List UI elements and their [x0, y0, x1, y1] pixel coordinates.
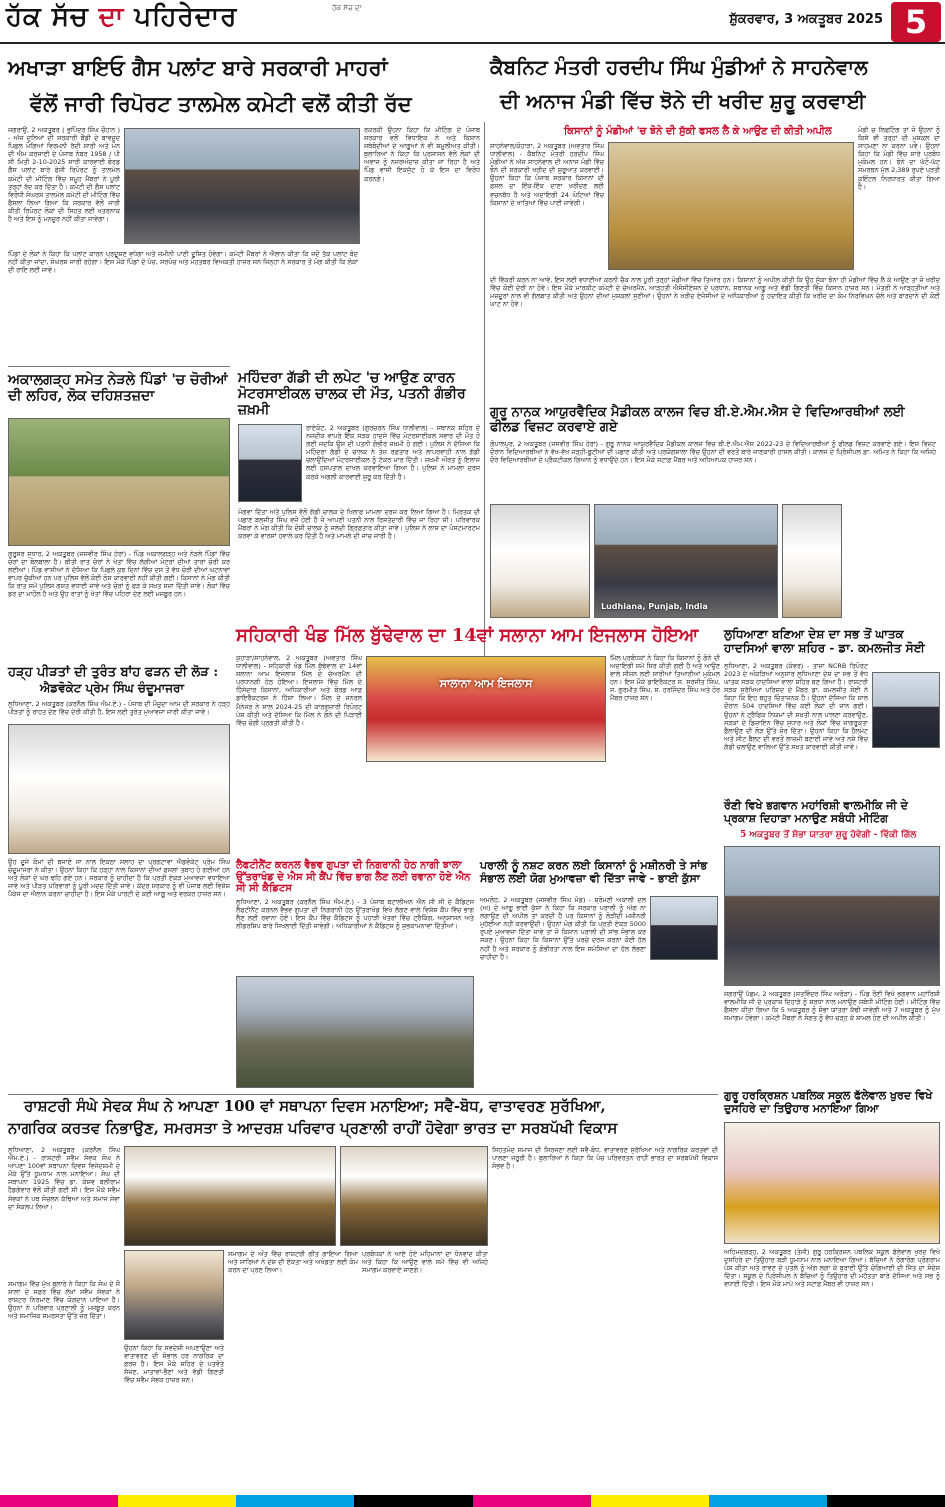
- cabinet-body-right: ਮੰਡੀ ਚ ਲਿਫਟਿੰਗ ਤਾਂ ਜੋ ਉਹਨਾਂ ਨੂੰ ਕਿਸੇ ਵੀ ਤਰ੍ਹਾਂ ਦੀ ਮੁਸ਼ਕਲ ਦਾ ਸਾਹਮਣਾ ਨਾ ਕਰਨਾ ਪਵੇ। ਉਹਨਾਂ ਕਿਹਾ ਕਿ ਮੰਡੀ ਵਿੱਚ ਸਾਰੇ ਪ੍ਰਬੰਧ ਮੁਕੰਮਲ ਹਨ। ਝੋਨੇ ਦਾ ਘੱਟੋ-ਘੱਟ ਸਮਰਥਨ ਮੁੱਲ 2,389 ਰੁਪਏ ਪ੍ਰਤੀ ਕੁਇੰਟਲ ਨਿਰਧਾਰਤ ਕੀਤਾ ਗਿਆ ਹੈ।: [858, 126, 940, 191]
- color-swatch: [709, 1495, 827, 1507]
- logo-part-1: ਹੱਕ ਸੱਚ: [6, 2, 99, 32]
- rss-body-5: ਸਮਾਗਮ ਦੇ ਅੰਤ ਵਿੱਚ ਰਾਸ਼ਟਰੀ ਗੀਤ ਗਾਇਆ ਗਿਆ ਅਤੇ ਸਾਰਿਆਂ ਨੇ ਦੇਸ਼ ਦੀ ਏਕਤਾ ਅਤੇ ਅਖੰਡਤਾ ਲਈ ਕੰਮ ਕਰਨ ਦਾ ਪ੍ਰਣ ਲਿਆ।: [228, 1250, 358, 1275]
- medical-headline: ਗੁਰੂ ਨਾਨਕ ਆਯੁਰਵੈਦਿਕ ਮੈਡੀਕਲ ਕਾਲਜ ਵਿਚ ਬੀ.ਏ.ਐਮ.ਐਸ ਦੇ ਵਿਦਿਆਰਥੀਆਂ ਲਈ ਫੀਲਡ ਵਿਜ਼ਟ ਕਰਵਾਏ ਗਏ: [490, 405, 905, 435]
- color-registration-bar: [0, 1495, 945, 1507]
- color-swatch: [118, 1495, 236, 1507]
- victim-photo: [238, 424, 302, 502]
- valmiki-headline: ਰੌਣੀ ਵਿਖੇ ਭਗਵਾਨ ਮਹਾਂਰਿਸ਼ੀ ਵਾਲਮੀਕਿ ਜੀ ਦੇ ਪ੍ਰਕਾਸ਼ ਦਿਹਾੜਾ ਮਨਾਉਣ ਸਬੰਧੀ ਮੀਟਿੰਗ: [724, 799, 908, 825]
- cabinet-body-left: ਸਾਹਨੇਵਾਲ/ਕੋਹਾੜਾ, 2 ਅਕਤੂਬਰ (ਅਵਤਾਰ ਸਿੰਘ ਧਾਲੀਵਾਲ) - ਕੈਬਨਿਟ ਮੰਤਰੀ ਹਰਦੀਪ ਸਿੰਘ ਮੁੰਡੀਆਂ ਨੇ ਅੱਜ ਸਾਹਨੇਵਾਲ ਦੀ ਅਨਾਜ ਮੰਡੀ ਵਿੱਚ ਝੋਨੇ ਦੀ ਸਰਕਾਰੀ ਖਰੀਦ ਦੀ ਸ਼ੁਰੂਆਤ ਕਰਵਾਈ। ਉਹਨਾਂ ਕਿਹਾ ਕਿ ਪੰਜਾਬ ਸਰਕਾਰ ਕਿਸਾਨਾਂ ਦੀ ਫਸਲ ਦਾ ਇੱਕ-ਇੱਕ ਦਾਣਾ ਖਰੀਦਣ ਲਈ ਵਚਨਬੱਧ ਹੈ ਅਤੇ ਅਦਾਇਗੀ 24 ਘੰਟਿਆਂ ਵਿੱਚ ਕਿਸਾਨਾਂ ਦੇ ਖਾਤਿਆਂ ਵਿੱਚ ਪਾਈ ਜਾਵੇਗੀ।: [490, 142, 604, 207]
- road-body: ਰਾਏਕੋਟ, 2 ਅਕਤੂਬਰ (ਗੁਰਚਰਨ ਸਿੰਘ ਧਾਲੀਵਾਲ) - ਸਥਾਨਕ ਸ਼ਹਿਰ ਦੇ ਨਜ਼ਦੀਕ ਵਾਪਰੇ ਇੱਕ ਸੜਕ ਹਾਦਸੇ ਵਿੱਚ ਮੋਟਰਸਾਈਕਲ ਸਵਾਰ ਦੀ ਮੌਤ ਹੋ ਗਈ ਜਦਕਿ ਉਸ ਦੀ ਪਤਨੀ ਗੰਭੀਰ ਜ਼ਖ਼ਮੀ ਹੋ ਗਈ। ਪੁਲਿਸ ਨੇ ਦੱਸਿਆ ਕਿ ਮਹਿੰਦਰਾ ਗੱਡੀ ਦੇ ਚਾਲਕ ਨੇ ਤੇਜ਼ ਰਫ਼ਤਾਰ ਅਤੇ ਲਾਪਰਵਾਹੀ ਨਾਲ ਗੱਡੀ ਚਲਾਉਂਦਿਆਂ ਮੋਟਰਸਾਈਕਲ ਨੂੰ ਟੱਕਰ ਮਾਰ ਦਿੱਤੀ। ਜ਼ਖ਼ਮੀ ਔਰਤ ਨੂੰ ਇਲਾਜ ਲਈ ਹਸਪਤਾਲ ਦਾਖਲ ਕਰਵਾਇਆ ਗਿਆ ਹੈ। ਪੁਲਿਸ ਨੇ ਮਾਮਲਾ ਦਰਜ ਕਰਕੇ ਅਗਲੀ ਕਾਰਵਾਈ ਸ਼ੁਰੂ ਕਰ ਦਿੱਤੀ ਹੈ।: [306, 424, 480, 481]
- medical-photo-3: [782, 504, 842, 618]
- issue-date: ਸ਼ੁੱਕਰਵਾਰ, 3 ਅਕਤੂਬਰ 2025: [729, 12, 883, 27]
- biogas-body-1: ਜਗਰਾਉਂ, 2 ਅਕਤੂਬਰ ( ਭੁਪਿੰਦਰ ਸਿੰਘ ਚੌਹਾਨ ) - ਅੱਜ ਦੁਨਿਆਂ ਦੀ ਸਰਕਾਰੀ ਬੌਂਡੀ ਦੇ ਬਾਵਜੂਦ ਪਿਛਲ ਮੋਗਿਆਂ ਵਿਰਮਨੀ ਰੱਦੀ ਸਾਰੀ ਅਤੇ ਮੋਨ ਦੀ ਐਮ ਕਰਜ਼ਾਈ ਦੇ ਪੰਜਾਬ ਨੰਬਰ 1958 / ਪੀ ਸੀ ਮਿਤੀ 2-10-2025 ਸਾਰੀ ਕਾਰਵਾਈ ਬੋਰਡ ਗੈਸ ਪਲਾਂਟ ਬਾਰੇ ਫੇਸੀ ਰਿਪੋਰਟ ਨੂੰ ਤਾਲਮੇਲ ਕਮੇਟੀ ਦੀ ਮੀਟਿੰਗ ਵਿੱਚ ਸਮੂਹ ਮੈਂਬਰਾਂ ਨੇ ਪੂਰੀ ਤਰ੍ਹਾਂ ਰੱਦ ਕਰ ਦਿੱਤਾ ਹੈ। ਕਮੇਟੀ ਦੀ ਗੈਸ ਪਲਾਂਟ ਵਿਰੋਧੀ ਸੰਘਰਸ਼ ਤਾਲਮੇਲ ਕਮੇਟੀ ਦੀ ਮੀਟਿੰਗ ਵਿੱਚ ਫੈਸਲਾ ਲਿਆ ਗਿਆ ਕਿ ਸਰਕਾਰ ਵੱਲੋਂ ਜਾਰੀ ਕੀਤੀ ਰਿਪੋਰਟ ਲੋਕਾਂ ਦੀ ਸਿਹਤ ਲਈ ਖਤਰਨਾਕ ਹੈ ਅਤੇ ਇਸ ਨੂੰ ਮਨਜ਼ੂਰ ਨਹੀਂ ਕੀਤਾ ਜਾਵੇਗਾ।: [8, 126, 120, 224]
- banner-text: ਸਾਲਾਨਾ ਆਮ ਇਜਲਾਸ: [439, 677, 533, 690]
- rss-body-6: ਪ੍ਰਬੰਧਕਾਂ ਨੇ ਆਏ ਹੋਏ ਮਹਿਮਾਨਾਂ ਦਾ ਧੰਨਵਾਦ ਕੀਤਾ ਅਤੇ ਕਿਹਾ ਕਿ ਆਉਣ ਵਾਲੇ ਸਮੇਂ ਵਿੱਚ ਵੀ ਅਜਿਹੇ ਸਮਾਗਮ ਕਰਵਾਏ ਜਾਣਗੇ।: [362, 1250, 488, 1275]
- divider: [8, 1094, 718, 1095]
- divider: [8, 366, 230, 367]
- dussehra-body: ਅਹਿਮਦਗੜ੍ਹ, 2 ਅਕਤੂਬਰ (ਤੇਜੀ) ਗੁਰੂ ਹਰਕ੍ਰਿਸ਼ਨ ਪਬਲਿਕ ਸਕੂਲ ਫੱਲੇਵਾਲ ਖੁਰਦ ਵਿਖੇ ਦੁਸਹਿਰੇ ਦਾ ਤਿਉਹਾਰ ਬੜੀ ਧੂਮਧਾਮ ਨਾਲ ਮਨਾਇਆ ਗਿਆ। ਬੱਚਿਆਂ ਨੇ ਰੰਗਾਰੰਗ ਪ੍ਰੋਗਰਾਮ ਪੇਸ਼ ਕੀਤਾ ਅਤੇ ਰਾਵਣ ਦੇ ਪੁਤਲੇ ਨੂੰ ਅੱਗ ਲਗਾ ਕੇ ਬੁਰਾਈ ਉੱਤੇ ਚੰਗਿਆਈ ਦੀ ਜਿੱਤ ਦਾ ਸੰਦੇਸ਼ ਦਿੱਤਾ। ਸਕੂਲ ਦੇ ਪ੍ਰਿੰਸੀਪਲ ਨੇ ਬੱਚਿਆਂ ਨੂੰ ਤਿਉਹਾਰ ਦੀ ਮਹੱਤਤਾ ਬਾਰੇ ਦੱਸਿਆ ਅਤੇ ਸਭ ਨੂੰ ਵਧਾਈ ਦਿੱਤੀ। ਇਸ ਮੌਕੇ ਮਾਪੇ ਅਤੇ ਸਟਾਫ਼ ਮੈਂਬਰ ਵੀ ਹਾਜ਼ਰ ਸਨ।: [724, 1248, 940, 1289]
- newspaper-logo: [6, 2, 237, 33]
- logo-part-3: ਪਹਿਰੇਦਾਰ: [134, 2, 238, 32]
- valmiki-subhead: 5 ਅਕਤੂਬਰ ਤੋਂ ਸ਼ੋਭਾ ਯਾਤਰਾ ਸ਼ੁਰੂ ਹੋਵੇਗੀ - ਵਿੱਕੀ ਗਿੱਲ: [740, 830, 917, 840]
- flood-body-top: ਲੁਧਿਆਣਾ, 2 ਅਕਤੂਬਰ (ਕਰਨੈਲ ਸਿੰਘ ਐਮ.ਏ.) - ਪੰਜਾਬ ਦੀ ਮੌਜੂਦਾ ਆਮ ਦੀ ਸਰਕਾਰ ਨੇ ਹੜ੍ਹ ਪੀੜਤਾਂ ਨੂੰ ਰਾਹਤ ਦੇਣ ਵਿੱਚ ਦੇਰੀ ਕੀਤੀ ਹੈ, ਇਸ ਲਈ ਤੁਰੰਤ ਮੁਆਵਜ਼ਾ ਜਾਰੀ ਕੀਤਾ ਜਾਵੇ।: [8, 700, 230, 717]
- ncc-headline: ਲੈਫਟੀਨੈਂਟ ਕਰਨਲ ਵੈਭਵ ਗੁਪਤਾ ਦੀ ਨਿਗਰਾਨੀ ਹੇਠ ਨਾਗੀ ਝਾਲਾ ਉੱਤਰਾਖੰਡ ਦੇ ਐਸ ਸੀ ਕੈਂਪ ਵਿੱਚ ਭਾਗ ਲੈਣ ਲਈ ਰਵਾਨਾ ਹੋਏ ਐਨ ਸੀ ਸੀ ਕੈਡਿਟਸ: [236, 860, 471, 894]
- dussehra-photo: [724, 1122, 940, 1244]
- sugar-mill-photo: [366, 656, 606, 762]
- rss-body-7: [492, 1280, 718, 1490]
- rss-headline-2: ਨਾਗਰਿਕ ਕਰਤਵ ਨਿਭਾਉਣ, ਸਮਰਸਤਾ ਤੇ ਆਦਰਸ਼ ਪਰਿਵਾਰ ਪ੍ਰਣਾਲੀ ਰਾਹੀਂ ਹੋਵੇਗਾ ਭਾਰਤ ਦਾ ਸਰਬਪੱਖੀ ਵਿਕਾਸ: [8, 1119, 618, 1137]
- bhai-kussa-photo: [650, 896, 718, 960]
- color-swatch: [354, 1495, 472, 1507]
- rss-photo-2: [340, 1146, 488, 1246]
- stubble-body: ਅਮਲੋਹ, 2 ਅਕਤੂਬਰ (ਜਸਵੀਰ ਸਿੰਘ ਮੰਡ) - ਸ਼੍ਰੋਮਣੀ ਅਕਾਲੀ ਦਲ (ਅ) ਦੇ ਆਗੂ ਭਾਈ ਕੁੱਸਾ ਨੇ ਕਿਹਾ ਕਿ ਸਰਕਾਰ ਪਰਾਲੀ ਨੂੰ ਅੱਗ ਨਾ ਲਗਾਉਣ ਦੀ ਅਪੀਲ ਤਾਂ ਕਰਦੀ ਹੈ ਪਰ ਕਿਸਾਨਾਂ ਨੂੰ ਲੋੜੀਂਦੀ ਮਸ਼ੀਨਰੀ ਮੁਹੱਈਆ ਨਹੀਂ ਕਰਵਾਉਂਦੀ। ਉਹਨਾਂ ਮੰਗ ਕੀਤੀ ਕਿ ਪ੍ਰਤੀ ਏਕੜ 5000 ਰੁਪਏ ਮੁਆਵਜ਼ਾ ਦਿੱਤਾ ਜਾਵੇ ਤਾਂ ਜੋ ਕਿਸਾਨ ਪਰਾਲੀ ਦੀ ਸਾਂਭ ਸੰਭਾਲ ਕਰ ਸਕਣ। ਉਹਨਾਂ ਕਿਹਾ ਕਿ ਕਿਸਾਨਾਂ ਉੱਤੇ ਪਰਚੇ ਦਰਜ ਕਰਨਾ ਕੋਈ ਹੱਲ ਨਹੀਂ ਹੈ ਅਤੇ ਸਰਕਾਰ ਨੂੰ ਗੰਭੀਰਤਾ ਨਾਲ ਇਸ ਸਮੱਸਿਆ ਦਾ ਹੱਲ ਲੱਭਣਾ ਚਾਹੀਦਾ ਹੈ।: [480, 896, 646, 961]
- color-swatch: [0, 1495, 118, 1507]
- road-headline: ਮਹਿੰਦਰਾ ਗੱਡੀ ਦੀ ਲਪੇਟ 'ਚ ਆਉਣ ਕਾਰਨ ਮੋਟਰਸਾਈਕਲ ਚਾਲਕ ਦੀ ਮੌਤ, ਪਤਨੀ ਗੰਭੀਰ ਜ਼ਖ਼ਮੀ: [238, 370, 466, 419]
- theft-headline: ਅਕਾਲਗੜ੍ਹ ਸਮੇਤ ਨੇੜਲੇ ਪਿੰਡਾਂ 'ਚ ਚੋਰੀਆਂ ਦੀ ਲਹਿਰ, ਲੋਕ ਦਹਿਸ਼ਤਜ਼ਦਾ: [8, 372, 228, 405]
- medical-photo-caption: Ludhiana, Punjab, India: [601, 602, 708, 611]
- sugar-mill-body-left: ਕੁਹਾੜਾ/ਸਾਹਨੇਵਾਲ, 2 ਅਕਤੂਬਰ (ਅਵਤਾਰ ਸਿੰਘ ਧਾਲੀਵਾਲ) - ਸਹਿਕਾਰੀ ਖੰਡ ਮਿੱਲ ਬੁੱਢੇਵਾਲ ਦਾ 14ਵਾਂ ਸਲਾਨਾ ਆਮ ਇਜਲਾਸ ਮਿੱਲ ਦੇ ਚੇਅਰਮੈਨ ਦੀ ਪ੍ਰਧਾਨਗੀ ਹੇਠ ਹੋਇਆ। ਇਜਲਾਸ ਵਿੱਚ ਮਿੱਲ ਦੇ ਹਿੱਸੇਦਾਰ ਕਿਸਾਨਾਂ, ਅਧਿਕਾਰੀਆਂ ਅਤੇ ਬੋਰਡ ਆਫ਼ ਡਾਇਰੈਕਟਰਜ਼ ਨੇ ਹਿੱਸਾ ਲਿਆ। ਮਿੱਲ ਦੇ ਜਨਰਲ ਮੈਨੇਜਰ ਨੇ ਸਾਲ 2024-25 ਦੀ ਕਾਰਗੁਜ਼ਾਰੀ ਰਿਪੋਰਟ ਪੇਸ਼ ਕੀਤੀ ਅਤੇ ਦੱਸਿਆ ਕਿ ਮਿੱਲ ਨੇ ਗੰਨੇ ਦੀ ਪਿੜਾਈ ਵਿੱਚ ਚੰਗੀ ਪ੍ਰਗਤੀ ਕੀਤੀ ਹੈ।: [236, 654, 362, 727]
- theft-body: ਗੁਰੂਸਰ ਸੁਧਾਰ, 2 ਅਕਤੂਬਰ (ਜਸਵੀਰ ਸਿੰਘ ਹੇਰਾਂ) - ਪਿੰਡ ਅਕਾਲਗੜ੍ਹ ਅਤੇ ਨੇੜਲੇ ਪਿੰਡਾਂ ਵਿੱਚ ਚੋਰਾਂ ਦਾ ਬੋਲਬਾਲਾ ਹੈ। ਬੀਤੀ ਰਾਤ ਚੋਰਾਂ ਨੇ ਖੇਤਾਂ ਵਿੱਚ ਲੱਗੀਆਂ ਮੋਟਰਾਂ ਦੀਆਂ ਤਾਰਾਂ ਚੋਰੀ ਕਰ ਲਈਆਂ। ਪਿੰਡ ਵਾਸੀਆਂ ਨੇ ਦੱਸਿਆ ਕਿ ਪਿਛਲੇ ਕੁਝ ਦਿਨਾਂ ਵਿੱਚ ਦਸ ਤੋਂ ਵੱਧ ਚੋਰੀ ਦੀਆਂ ਘਟਨਾਵਾਂ ਵਾਪਰ ਚੁੱਕੀਆਂ ਹਨ ਪਰ ਪੁਲਿਸ ਵੱਲੋਂ ਕੋਈ ਠੋਸ ਕਾਰਵਾਈ ਨਹੀਂ ਕੀਤੀ ਗਈ। ਕਿਸਾਨਾਂ ਨੇ ਮੰਗ ਕੀਤੀ ਕਿ ਰਾਤ ਸਮੇਂ ਪੁਲਿਸ ਗਸ਼ਤ ਵਧਾਈ ਜਾਵੇ ਅਤੇ ਚੋਰਾਂ ਨੂੰ ਫੜ ਕੇ ਸਖ਼ਤ ਸਜ਼ਾ ਦਿੱਤੀ ਜਾਵੇ। ਲੋਕਾਂ ਵਿੱਚ ਡਰ ਦਾ ਮਾਹੌਲ ਹੈ ਅਤੇ ਉਹ ਰਾਤਾਂ ਨੂੰ ਖੇਤਾਂ ਵਿੱਚ ਪਹਿਰਾ ਦੇਣ ਲਈ ਮਜਬੂਰ ਹਨ।: [8, 550, 230, 599]
- flood-subhead: ਐਡਵੋਕੇਟ ਪ੍ਰੇਮ ਸਿੰਘ ਚੰਦੂਮਾਜਰਾ: [40, 681, 184, 695]
- rss-body-3: ਸਮਾਗਮ ਵਿੱਚ ਮੁੱਖ ਬੁਲਾਰੇ ਨੇ ਕਿਹਾ ਕਿ ਸੰਘ ਦੇ ਸੌ ਸਾਲਾਂ ਦੇ ਸਫ਼ਰ ਵਿੱਚ ਲੱਖਾਂ ਸਵੈਮ ਸੇਵਕਾਂ ਨੇ ਰਾਸ਼ਟਰ ਨਿਰਮਾਣ ਵਿੱਚ ਯੋਗਦਾਨ ਪਾਇਆ ਹੈ। ਉਹਨਾਂ ਨੇ ਪਰਿਵਾਰ ਪ੍ਰਣਾਲੀ ਨੂੰ ਮਜ਼ਬੂਤ ਕਰਨ ਅਤੇ ਸਮਾਜਿਕ ਸਮਰਸਤਾ ਉੱਤੇ ਜ਼ੋਰ ਦਿੱਤਾ।: [8, 1280, 120, 1321]
- color-swatch: [236, 1495, 354, 1507]
- rss-headline-1: ਰਾਸ਼ਟਰੀ ਸੰਘੇ ਸੇਵਕ ਸੰਘ ਨੇ ਆਪਣਾ 100 ਵਾਂ ਸਥਾਪਨਾ ਦਿਵਸ ਮਨਾਇਆ; ਸਵੈ-ਬੋਧ, ਵਾਤਾਵਰਣ ਸੁਰੱਖਿਆ,: [24, 1097, 606, 1115]
- stubble-headline: ਪਰਾਲੀ ਨੂੰ ਨਸ਼ਟ ਕਰਨ ਲਈ ਕਿਸਾਨਾਂ ਨੂੰ ਮਸ਼ੀਨਰੀ ਤੇ ਸਾਂਭ ਸੰਭਾਲ ਲਈ ਯੋਗ ਮੁਆਵਜ਼ਾ ਵੀ ਦਿੱਤਾ ਜਾਵੇ - ਭਾਈ ਕੁੱਸਾ: [480, 859, 708, 885]
- page-number: 5: [891, 2, 941, 42]
- ncc-cadets-photo: [236, 976, 474, 1088]
- dussehra-headline: ਗੁਰੂ ਹਰਕ੍ਰਿਸ਼ਨ ਪਬਲਿਕ ਸਕੂਲ ਫੱਲੇਵਾਲ ਖੁਰਦ ਵਿਖੇ ਦੁਸਹਿਰੇ ਦਾ ਤਿਉਹਾਰ ਮਨਾਇਆ ਗਿਆ: [724, 1089, 933, 1115]
- sugar-mill-body-right: ਮਿੱਲ ਪ੍ਰਬੰਧਕਾਂ ਨੇ ਕਿਹਾ ਕਿ ਕਿਸਾਨਾਂ ਨੂੰ ਗੰਨੇ ਦੀ ਅਦਾਇਗੀ ਸਮੇਂ ਸਿਰ ਕੀਤੀ ਗਈ ਹੈ ਅਤੇ ਆਉਣ ਵਾਲੇ ਸੀਜ਼ਨ ਲਈ ਸਾਰੀਆਂ ਤਿਆਰੀਆਂ ਮੁਕੰਮਲ ਹਨ। ਇਸ ਮੌਕੇ ਡਾਇਰੈਕਟਰ ਸ. ਸੁਰਜੀਤ ਸਿੰਘ, ਸ. ਗੁਰਮੀਤ ਸਿੰਘ, ਸ. ਹਰਜਿੰਦਰ ਸਿੰਘ ਅਤੇ ਹੋਰ ਮੈਂਬਰ ਹਾਜ਼ਰ ਸਨ।: [610, 654, 720, 703]
- accident-city-headline: ਲੁਧਿਆਣਾ ਬਣਿਆ ਦੇਸ਼ ਦਾ ਸਭ ਤੋਂ ਘਾਤਕ ਹਾਦਸਿਆਂ ਵਾਲਾ ਸ਼ਹਿਰ - ਡਾ. ਕਮਲਜੀਤ ਸੋਈ: [724, 627, 925, 655]
- road-body-wide: ਮੰਗਵਾ ਦਿੱਤਾ ਅਤੇ ਪੁਲਿਸ ਵੱਲੋਂ ਗੱਡੀ ਚਾਲਕ ਦੇ ਖਿਲਾਫ਼ ਮਾਮਲਾ ਦਰਜ ਕਰ ਲਿਆ ਗਿਆ ਹੈ। ਮ੍ਰਿਤਕ ਦੀ ਪਛਾਣ ਬਲਜੀਤ ਸਿੰਘ ਵਜੋਂ ਹੋਈ ਹੈ ਜੋ ਆਪਣੀ ਪਤਨੀ ਨਾਲ ਰਿਸ਼ਤੇਦਾਰੀ ਵਿੱਚ ਜਾ ਰਿਹਾ ਸੀ। ਪਰਿਵਾਰਕ ਮੈਂਬਰਾਂ ਨੇ ਮੰਗ ਕੀਤੀ ਕਿ ਦੋਸ਼ੀ ਚਾਲਕ ਨੂੰ ਜਲਦੀ ਗ੍ਰਿਫ਼ਤਾਰ ਕੀਤਾ ਜਾਵੇ। ਪੁਲਿਸ ਨੇ ਲਾਸ਼ ਦਾ ਪੋਸਟਮਾਰਟਮ ਕਰਵਾ ਕੇ ਵਾਰਸਾਂ ਹਵਾਲੇ ਕਰ ਦਿੱਤੀ ਹੈ ਅਤੇ ਮਾਮਲੇ ਦੀ ਜਾਂਚ ਜਾਰੀ ਹੈ।: [238, 508, 480, 541]
- rss-body-2: ਸਿਹਤਮੰਦ ਸਮਾਜ ਦੀ ਸਿਰਜਣਾ ਲਈ ਸਵੈ-ਬੋਧ, ਵਾਤਾਵਰਣ ਸੁਰੱਖਿਆ ਅਤੇ ਨਾਗਰਿਕ ਕਰਤਵਾਂ ਦੀ ਪਾਲਣਾ ਜ਼ਰੂਰੀ ਹੈ। ਬੁਲਾਰਿਆਂ ਨੇ ਕਿਹਾ ਕਿ ਪੰਚ ਪਰਿਵਰਤਨ ਰਾਹੀਂ ਭਾਰਤ ਦਾ ਸਰਬਪੱਖੀ ਵਿਕਾਸ ਸੰਭਵ ਹੈ।: [492, 1146, 718, 1171]
- rss-photo-3: [124, 1250, 224, 1340]
- valmiki-body: ਜਗਰਾਉਂ ਪੱਛਮ, 2 ਅਕਤੂਬਰ (ਸਤਵਿੰਦਰ ਸਿੰਘ ਅਰੋੜਾ) - ਪਿੰਡ ਰੌਣੀ ਵਿਖੇ ਭਗਵਾਨ ਮਹਾਂਰਿਸ਼ੀ ਵਾਲਮੀਕਿ ਜੀ ਦੇ ਪ੍ਰਕਾਸ਼ ਦਿਹਾੜੇ ਨੂੰ ਸ਼ਰਧਾ ਨਾਲ ਮਨਾਉਣ ਸਬੰਧੀ ਮੀਟਿੰਗ ਹੋਈ। ਮੀਟਿੰਗ ਵਿੱਚ ਫੈਸਲਾ ਕੀਤਾ ਗਿਆ ਕਿ 5 ਅਕਤੂਬਰ ਨੂੰ ਸ਼ੋਭਾ ਯਾਤਰਾ ਕੱਢੀ ਜਾਵੇਗੀ ਅਤੇ 7 ਅਕਤੂਬਰ ਨੂੰ ਮੁੱਖ ਸਮਾਗਮ ਹੋਵੇਗਾ। ਕਮੇਟੀ ਮੈਂਬਰਾਂ ਨੇ ਸੰਗਤ ਨੂੰ ਵੱਧ ਚੜ੍ਹ ਕੇ ਸ਼ਾਮਲ ਹੋਣ ਦੀ ਅਪੀਲ ਕੀਤੀ।: [724, 990, 940, 1023]
- flood-photo: [8, 724, 230, 854]
- color-swatch: [591, 1495, 709, 1507]
- cabinet-headline-1: ਕੈਬਨਿਟ ਮੰਤਰੀ ਹਰਦੀਪ ਸਿੰਘ ਮੁੰਡੀਆਂ ਨੇ ਸਾਹਨੇਵਾਲ: [490, 55, 868, 79]
- rss-body-4: ਉਹਨਾਂ ਕਿਹਾ ਕਿ ਸਵਦੇਸ਼ੀ ਅਪਣਾਉਣਾ ਅਤੇ ਵਾਤਾਵਰਣ ਦੀ ਸੰਭਾਲ ਹਰ ਨਾਗਰਿਕ ਦਾ ਫ਼ਰਜ਼ ਹੈ। ਇਸ ਮੌਕੇ ਸ਼ਹਿਰ ਦੇ ਪਤਵੰਤੇ ਸੱਜਣ, ਮਾਤਾਵਾਂ-ਭੈਣਾਂ ਅਤੇ ਵੱਡੀ ਗਿਣਤੀ ਵਿੱਚ ਸਵੈਮ ਸੇਵਕ ਹਾਜ਼ਰ ਸਨ।: [124, 1344, 224, 1385]
- theft-photo: [8, 418, 230, 546]
- stubble-body-cont: [480, 966, 718, 1088]
- valmiki-meeting-photo: [724, 846, 940, 986]
- cabinet-body-bottom: ਦੀ ਵਿੱਕਰੀ ਕਰਨ ਨਾ ਆਵੇ, ਇਸ ਲਈ ਵਧਾਈਆਂ ਕਰਨੀ ਚੈਕ ਨਾਲ ਪੂਰੀ ਤਰ੍ਹਾਂ ਮੰਡੀਆਂ ਵਿੱਚ ਤਿਆਰ ਹਨ। ਕਿਸਾਨਾਂ ਨੂੰ ਅਪੀਲ ਕੀਤੀ ਕਿ ਉਹ ਸੁੱਕਾ ਝੋਨਾ ਹੀ ਮੰਡੀਆਂ ਵਿੱਚ ਲੈ ਕੇ ਆਉਣ ਤਾਂ ਜੋ ਖਰੀਦ ਵਿੱਚ ਕੋਈ ਦੇਰੀ ਨਾ ਹੋਵੇ। ਇਸ ਮੌਕੇ ਮਾਰਕੀਟ ਕਮੇਟੀ ਦੇ ਚੇਅਰਮੈਨ, ਆੜ੍ਹਤੀ ਐਸੋਸੀਏਸ਼ਨ ਦੇ ਪ੍ਰਧਾਨ, ਸਥਾਨਕ ਆਗੂ ਅਤੇ ਵੱਡੀ ਗਿਣਤੀ ਵਿੱਚ ਕਿਸਾਨ ਹਾਜ਼ਰ ਸਨ। ਮੰਤਰੀ ਨੇ ਆੜ੍ਹਤੀਆਂ ਅਤੇ ਮਜ਼ਦੂਰਾਂ ਨਾਲ ਵੀ ਗੱਲਬਾਤ ਕੀਤੀ ਅਤੇ ਉਹਨਾਂ ਦੀਆਂ ਮੁਸ਼ਕਲਾਂ ਸੁਣੀਆਂ। ਉਹਨਾਂ ਨੇ ਖਰੀਦ ਏਜੰਸੀਆਂ ਦੇ ਅਧਿਕਾਰੀਆਂ ਨੂੰ ਹਦਾਇਤ ਕੀਤੀ ਕਿ ਖਰੀਦ ਦਾ ਕੰਮ ਨਿਰਵਿਘਨ ਚੱਲੇ ਅਤੇ ਬਾਰਦਾਨੇ ਦੀ ਕੋਈ ਘਾਟ ਨਾ ਹੋਵੇ।: [490, 276, 940, 309]
- sugar-mill-headline: ਸਹਿਕਾਰੀ ਖੰਡ ਮਿੱਲ ਬੁੱਢੇਵਾਲ ਦਾ 14ਵਾਂ ਸਲਾਨਾ ਆਮ ਇਜਲਾਸ ਹੋਇਆ: [236, 625, 699, 646]
- cabinet-headline-2: ਦੀ ਅਨਾਜ ਮੰਡੀ ਵਿੱਚ ਝੋਨੇ ਦੀ ਖਰੀਦ ਸ਼ੁਰੂ ਕਰਵਾਈ: [500, 89, 866, 113]
- logo-part-2: ਦਾ: [98, 2, 135, 32]
- rss-photo-1: [124, 1146, 336, 1246]
- color-swatch: [827, 1495, 945, 1507]
- column-divider: [484, 122, 485, 662]
- rss-body-1: ਲੁਧਿਆਣਾ, 2 ਅਕਤੂਬਰ (ਕਰਨੈਲ ਸਿੰਘ ਐਮ.ਏ.) - ਰਾਸ਼ਟਰੀ ਸਵੈਮ ਸੇਵਕ ਸੰਘ ਨੇ ਆਪਣਾ 100ਵਾਂ ਸਥਾਪਨਾ ਦਿਵਸ ਵਿਜੇਦਸ਼ਮੀ ਦੇ ਮੌਕੇ ਉੱਤੇ ਧੂਮਧਾਮ ਨਾਲ ਮਨਾਇਆ। ਸੰਘ ਦੀ ਸਥਾਪਨਾ 1925 ਵਿੱਚ ਡਾ. ਕੇਸ਼ਵ ਬਲੀਰਾਮ ਹੈਡਗੇਵਾਰ ਵੱਲੋਂ ਕੀਤੀ ਗਈ ਸੀ। ਇਸ ਮੌਕੇ ਸਵੈਮ ਸੇਵਕਾਂ ਨੇ ਪਥ ਸੰਚਲਨ ਕੱਢਿਆ ਅਤੇ ਸਮਾਜ ਸੇਵਾ ਦਾ ਸੰਕਲਪ ਲਿਆ।: [8, 1146, 120, 1211]
- biogas-meeting-photo: [124, 128, 360, 244]
- color-swatch: [473, 1495, 591, 1507]
- accident-city-body: ਲੁਧਿਆਣਾ, 2 ਅਕਤੂਬਰ (ਕੰਵਰ) - ਤਾਜ਼ਾ NCRB ਰਿਪੋਰਟ 2023 ਦੇ ਅੰਕੜਿਆਂ ਅਨੁਸਾਰ ਲੁਧਿਆਣਾ ਦੇਸ਼ ਦਾ ਸਭ ਤੋਂ ਵੱਧ ਘਾਤਕ ਸੜਕ ਹਾਦਸਿਆਂ ਵਾਲਾ ਸ਼ਹਿਰ ਬਣ ਗਿਆ ਹੈ। ਰਾਸ਼ਟਰੀ ਸੜਕ ਸੁਰੱਖਿਆ ਪਰਿਸ਼ਦ ਦੇ ਮੈਂਬਰ ਡਾ. ਕਮਲਜੀਤ ਸੋਈ ਨੇ ਕਿਹਾ ਕਿ ਇਹ ਬਹੁਤ ਚਿੰਤਾਜਨਕ ਹੈ। ਉਹਨਾਂ ਦੱਸਿਆ ਕਿ ਸਾਲ ਦੌਰਾਨ 504 ਹਾਦਸਿਆਂ ਵਿੱਚ ਕਈ ਲੋਕਾਂ ਦੀ ਜਾਨ ਗਈ। ਉਹਨਾਂ ਨੇ ਟ੍ਰੈਫਿਕ ਨਿਯਮਾਂ ਦੀ ਸਖ਼ਤੀ ਨਾਲ ਪਾਲਣਾ ਕਰਵਾਉਣ, ਸੜਕਾਂ ਦੇ ਡਿਜ਼ਾਇਨ ਵਿੱਚ ਸੁਧਾਰ ਅਤੇ ਲੋਕਾਂ ਵਿੱਚ ਜਾਗਰੂਕਤਾ ਫੈਲਾਉਣ ਦੀ ਲੋੜ ਉੱਤੇ ਜ਼ੋਰ ਦਿੱਤਾ। ਉਹਨਾਂ ਕਿਹਾ ਕਿ ਹੈਲਮੇਟ ਅਤੇ ਸੀਟ ਬੈਲਟ ਦੀ ਵਰਤੋਂ ਲਾਜ਼ਮੀ ਬਣਾਈ ਜਾਵੇ ਅਤੇ ਨਸ਼ੇ ਵਿੱਚ ਗੱਡੀ ਚਲਾਉਣ ਵਾਲਿਆਂ ਉੱਤੇ ਸਖ਼ਤ ਕਾਰਵਾਈ ਕੀਤੀ ਜਾਵੇ।: [724, 662, 868, 751]
- biogas-body-3: ਰਕਰਕੀ ਉਹਨਾ ਕਿਹਾ ਕਿ ਮੀਟਿੰਗ ਦੇ ਪੰਜਾਬ ਸਰਕਾਰ ਵਲੋਂ ਵਿਧਾਇਕ ਨੇ ਅਤੇ ਕਿਸਾਨ ਜਥੇਬੰਦੀਆਂ ਦੇ ਆਗੂਆਂ ਨੇ ਵੀ ਸ਼ਮੂਲੀਅਤ ਕੀਤੀ। ਬੁਲਾਰਿਆਂ ਨੇ ਕਿਹਾ ਕਿ ਪ੍ਰਸ਼ਾਸਨ ਵੱਲੋਂ ਲੋਕਾਂ ਦੀ ਅਵਾਜ਼ ਨੂੰ ਨਜ਼ਰਅੰਦਾਜ਼ ਕੀਤਾ ਜਾ ਰਿਹਾ ਹੈ ਅਤੇ ਪਿੰਡ ਵਾਸੀ ਇਕਜੁੱਟ ਹੋ ਕੇ ਇਸ ਦਾ ਵਿਰੋਧ ਕਰਨਗੇ।: [364, 126, 480, 183]
- tagline: ਹੱਕ ਸੱਚ ਦਾ: [332, 4, 362, 12]
- medical-body: ਗੋਪਾਲਪੁਰ, 2 ਅਕਤੂਬਰ (ਜਸਵੀਰ ਸਿੰਘ ਹੇਰਾਂ) - ਗੁਰੂ ਨਾਨਕ ਆਯੁਰਵੈਦਿਕ ਮੈਡੀਕਲ ਕਾਲਜ ਵਿਚ ਬੀ.ਏ.ਐਮ.ਐਸ 2022-23 ਦੇ ਵਿਦਿਆਰਥੀਆਂ ਨੂੰ ਫੀਲਡ ਵਿਜ਼ਟ ਕਰਵਾਏ ਗਏ। ਇਸ ਵਿਜ਼ਟ ਦੌਰਾਨ ਵਿਦਿਆਰਥੀਆਂ ਨੇ ਵੱਖ-ਵੱਖ ਜੜ੍ਹੀ-ਬੂਟੀਆਂ ਦੀ ਪਛਾਣ ਕੀਤੀ ਅਤੇ ਪ੍ਰਯੋਗਸ਼ਾਲਾ ਵਿੱਚ ਉਹਨਾਂ ਦੀ ਵਰਤੋਂ ਬਾਰੇ ਜਾਣਕਾਰੀ ਹਾਸਲ ਕੀਤੀ। ਕਾਲਜ ਦੇ ਪ੍ਰਿੰਸੀਪਲ ਡਾ. ਅਮਿਤ ਨੇ ਕਿਹਾ ਕਿ ਅਜਿਹੇ ਦੌਰੇ ਵਿਦਿਆਰਥੀਆਂ ਦੇ ਪ੍ਰੈਕਟੀਕਲ ਗਿਆਨ ਨੂੰ ਵਧਾਉਂਦੇ ਹਨ। ਇਸ ਮੌਕੇ ਸਟਾਫ਼ ਮੈਂਬਰ ਅਤੇ ਅਧਿਆਪਕ ਹਾਜ਼ਰ ਸਨ।: [490, 440, 936, 465]
- biogas-headline-1: ਅਖਾੜਾ ਬਾਇਓ ਗੈਸ ਪਲਾਂਟ ਬਾਰੇ ਸਰਕਾਰੀ ਮਾਹਰਾਂ: [8, 55, 388, 80]
- ncc-body: ਲੁਧਿਆਣਾ, 2 ਅਕਤੂਬਰ (ਕਰਨੈਲ ਸਿੰਘ ਐਮ.ਏ.) - 3 ਪੰਜਾਬ ਬਟਾਲੀਅਨ ਐਨ ਸੀ ਸੀ ਦੇ ਕੈਡਿਟਸ ਲੈਫਟੀਨੈਂਟ ਕਰਨਲ ਵੈਭਵ ਗੁਪਤਾ ਦੀ ਨਿਗਰਾਨੀ ਹੇਠ ਉੱਤਰਾਖੰਡ ਵਿਖੇ ਲੱਗਣ ਵਾਲੇ ਵਿਸ਼ੇਸ਼ ਕੈਂਪ ਵਿੱਚ ਭਾਗ ਲੈਣ ਲਈ ਰਵਾਨਾ ਹੋਏ। ਇਸ ਕੈਂਪ ਵਿੱਚ ਕੈਡਿਟਸ ਨੂੰ ਪਹਾੜੀ ਖੇਤਰਾਂ ਵਿੱਚ ਟ੍ਰੈਕਿੰਗ, ਅਨੁਸ਼ਾਸਨ ਅਤੇ ਲੀਡਰਸ਼ਿਪ ਬਾਰੇ ਸਿਖਲਾਈ ਦਿੱਤੀ ਜਾਵੇਗੀ। ਅਧਿਕਾਰੀਆਂ ਨੇ ਕੈਡਿਟਸ ਨੂੰ ਸ਼ੁਭਕਾਮਨਾਵਾਂ ਦਿੱਤੀਆਂ।: [236, 898, 474, 931]
- medical-photo-1: [490, 504, 590, 618]
- cabinet-subhead: ਕਿਸਾਨਾਂ ਨੂੰ ਮੰਡੀਆਂ 'ਚ ਝੋਨੇ ਦੀ ਸੁੱਕੀ ਫਸਲ ਲੈ ਕੇ ਆਉਣ ਦੀ ਕੀਤੀ ਅਪੀਲ: [564, 126, 832, 137]
- medical-group-photo: [594, 504, 778, 618]
- grain-market-photo: [608, 142, 854, 270]
- masthead: [0, 0, 945, 44]
- biogas-headline-2: ਵੱਲੋਂ ਜਾਰੀ ਰਿਪੋਰਟ ਤਾਲਮੇਲ ਕਮੇਟੀ ਵਲੋਂ ਕੀਤੀ ਰੱਦ: [30, 91, 412, 116]
- dr-soi-photo: [872, 672, 940, 748]
- flood-body: ਉਹ ਦੂਜੇ ਕੰਮਾਂ ਦੀ ਬਜਾਏ ਜਾ ਨਾਲ ਇਕਠਾ ਸਲਾਹ ਦਾ ਪ੍ਰਗਟਾਵਾ ਐਡਵੋਕੇਟ ਪ੍ਰੇਮ ਸਿੰਘ ਚੰਦੂਮਾਜਰਾ ਨੇ ਕੀਤਾ। ਉਹਨਾਂ ਕਿਹਾ ਕਿ ਹੜ੍ਹਾਂ ਨਾਲ ਕਿਸਾਨਾਂ ਦੀਆਂ ਫਸਲਾਂ ਤਬਾਹ ਹੋ ਗਈਆਂ ਹਨ ਅਤੇ ਲੋਕਾਂ ਦੇ ਘਰ ਢਹਿ ਗਏ ਹਨ। ਸਰਕਾਰ ਨੂੰ ਚਾਹੀਦਾ ਹੈ ਕਿ ਪ੍ਰਤੀ ਏਕੜ ਮੁਆਵਜ਼ਾ ਵਧਾਇਆ ਜਾਵੇ ਅਤੇ ਪੀੜਤ ਪਰਿਵਾਰਾਂ ਨੂੰ ਪੂਰੀ ਮਦਦ ਦਿੱਤੀ ਜਾਵੇ। ਕੇਂਦਰ ਸਰਕਾਰ ਨੂੰ ਵੀ ਪੰਜਾਬ ਲਈ ਵਿਸ਼ੇਸ਼ ਪੈਕੇਜ ਦਾ ਐਲਾਨ ਕਰਨਾ ਚਾਹੀਦਾ ਹੈ। ਇਸ ਮੌਕੇ ਪਾਰਟੀ ਦੇ ਕਈ ਆਗੂ ਅਤੇ ਵਰਕਰ ਹਾਜ਼ਰ ਸਨ।: [8, 858, 230, 899]
- flood-headline: ਹੜ੍ਹ ਪੀੜਤਾਂ ਦੀ ਤੁਰੰਤ ਬਾਂਹ ਫੜਨ ਦੀ ਲੋੜ :: [8, 665, 219, 680]
- biogas-body-2: ਪਿੰਡਾਂ ਦੇ ਲੋਕਾਂ ਨੇ ਕਿਹਾ ਕਿ ਪਲਾਂਟ ਕਾਰਨ ਪ੍ਰਦੂਸ਼ਣ ਵਧੇਗਾ ਅਤੇ ਜ਼ਮੀਨੀ ਪਾਣੀ ਦੂਸ਼ਿਤ ਹੋਵੇਗਾ। ਕਮੇਟੀ ਮੈਂਬਰਾਂ ਨੇ ਐਲਾਨ ਕੀਤਾ ਕਿ ਜਦੋਂ ਤੱਕ ਪਲਾਂਟ ਬੰਦ ਨਹੀਂ ਕੀਤਾ ਜਾਂਦਾ, ਸੰਘਰਸ਼ ਜਾਰੀ ਰਹੇਗਾ। ਇਸ ਮੌਕੇ ਪਿੰਡਾਂ ਦੇ ਪੰਚ, ਸਰਪੰਚ ਅਤੇ ਮੋਹਤਬਰ ਵਿਅਕਤੀ ਹਾਜ਼ਰ ਸਨ ਜਿਨ੍ਹਾਂ ਨੇ ਸਰਕਾਰ ਤੋਂ ਮੰਗ ਕੀਤੀ ਕਿ ਲੋਕਾਂ ਦੀ ਰਾਇ ਲਈ ਜਾਵੇ।: [8, 250, 358, 275]
